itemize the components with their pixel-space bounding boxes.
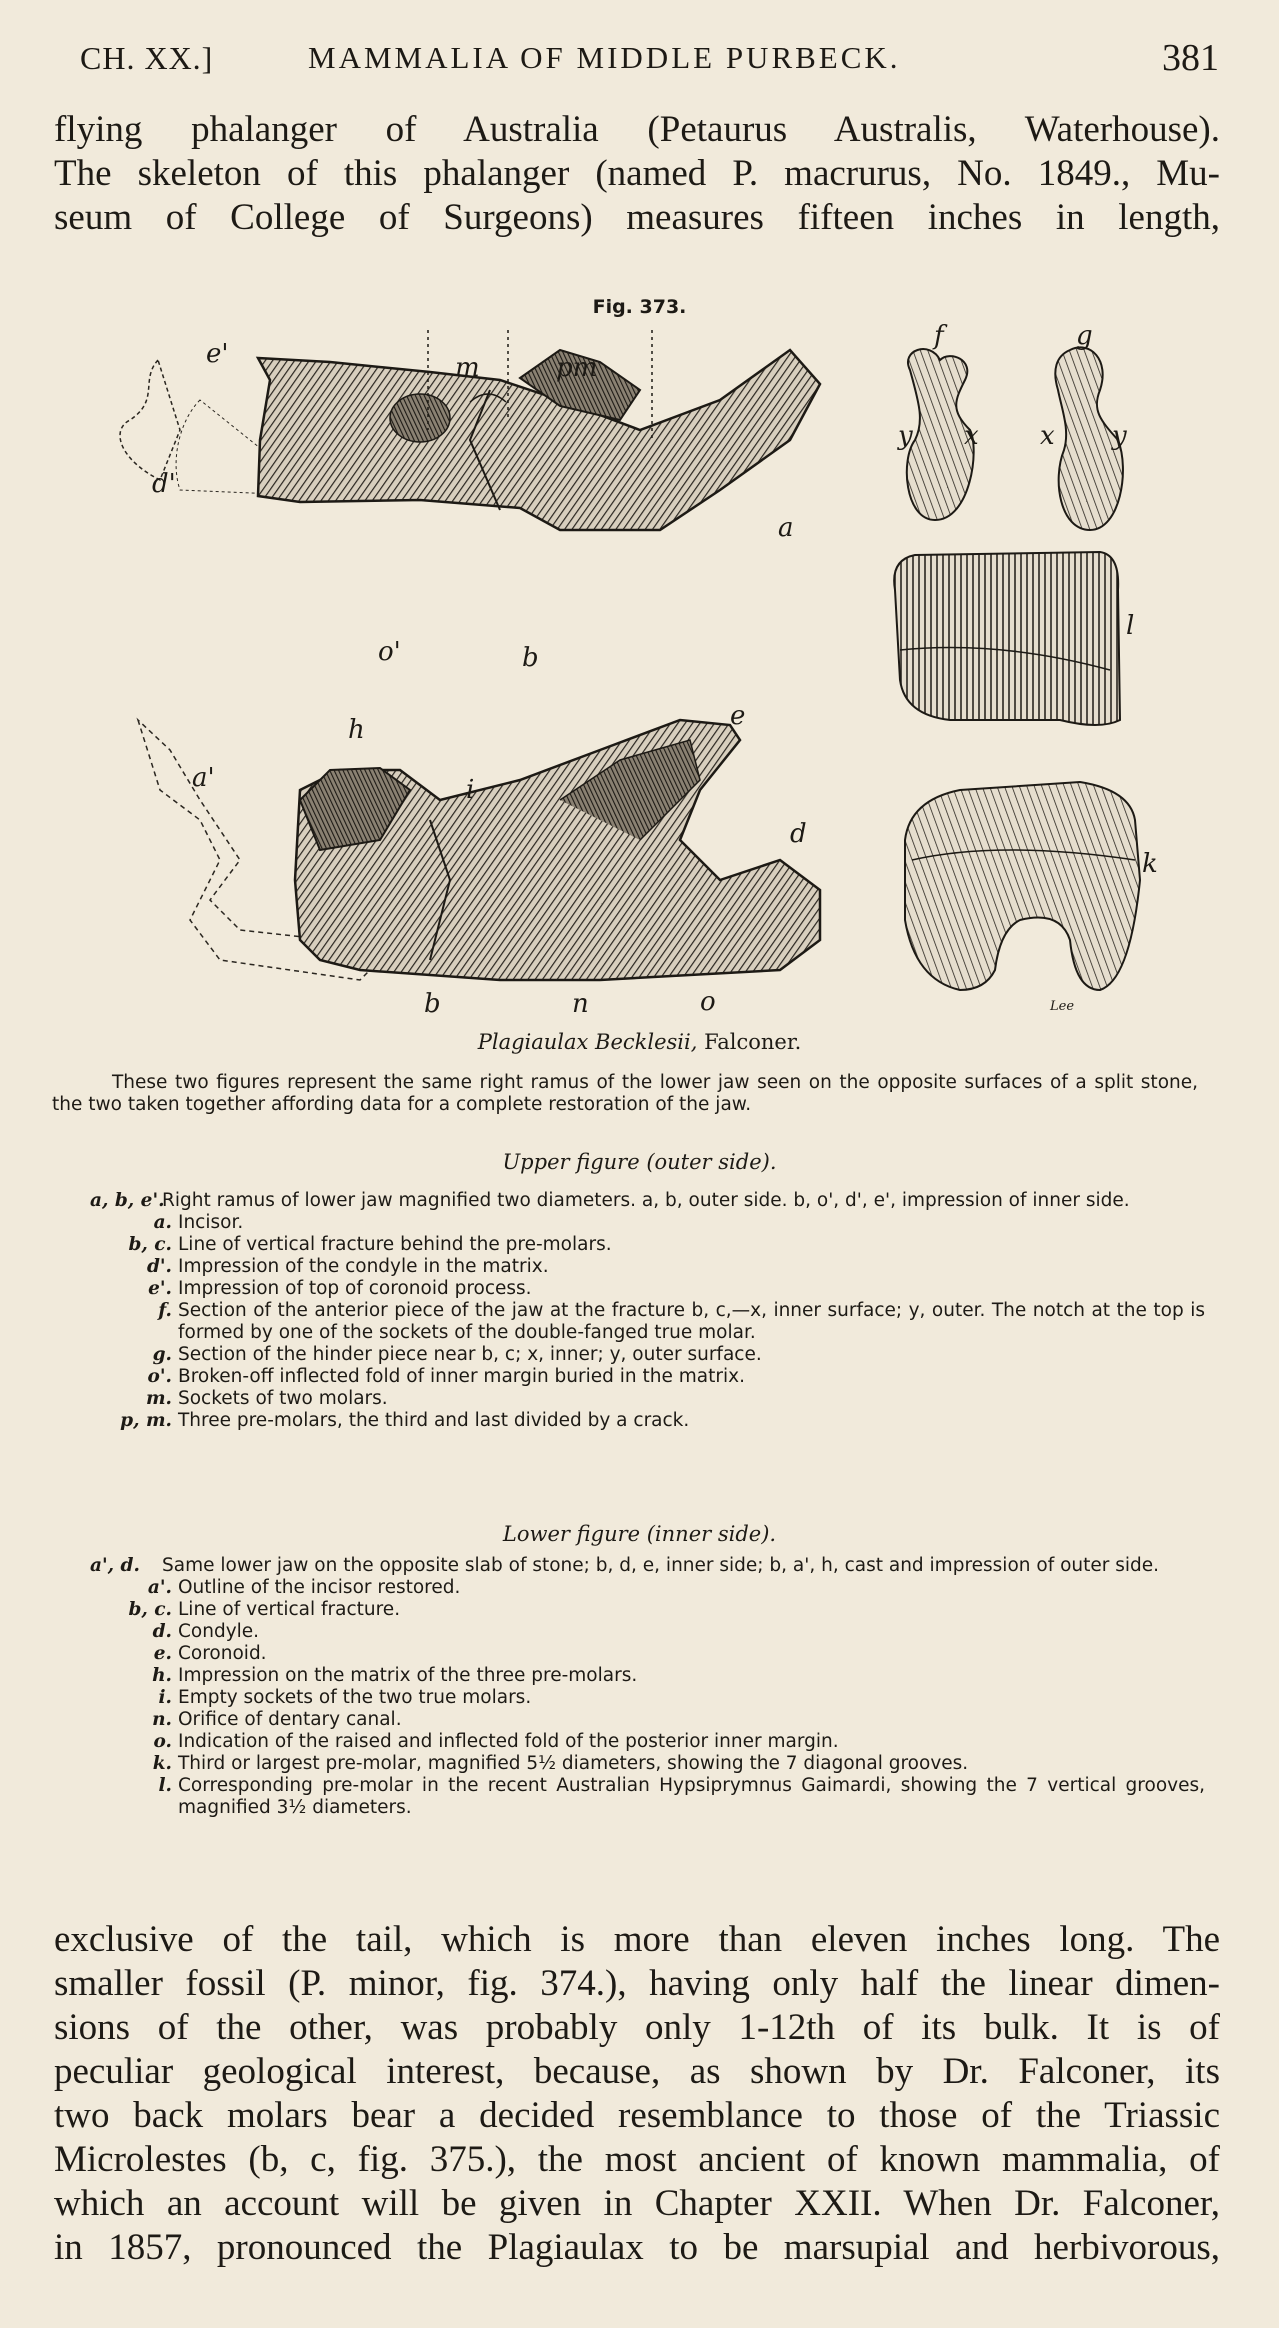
legend-text: Same lower jaw on the opposite slab of stone; b, d, e, inner side; b, a', h, cast and impression of outer side. [162, 1555, 1160, 1576]
running-title: MAMMALIA OF MIDDLE PURBECK. [308, 40, 901, 75]
legend-text: Incisor. [178, 1212, 244, 1233]
lower-figure-heading: Lower figure (inner side). [502, 1522, 777, 1546]
lower-figure-legend [0, 1555, 1279, 1819]
label-i: i [466, 775, 475, 805]
legend-text: Outline of the incisor restored. [178, 1577, 461, 1598]
legend-item [0, 1278, 1279, 1300]
legend-text: Line of vertical fracture. [178, 1599, 401, 1620]
page-number: 381 [1162, 37, 1219, 79]
legend-item [0, 1775, 1279, 1819]
legend-text: Section of the anterior piece of the jaw at the fracture b, c,—x, inner surface; y, outer. The notch at the top is formed by one of the sockets of the double-fanged true molar. [178, 1300, 1205, 1343]
legend-item [0, 1234, 1279, 1256]
label-o: o [700, 987, 716, 1017]
legend-item [0, 1410, 1279, 1432]
legend-text: Broken-off inflected fold of inner margin buried in the matrix. [178, 1366, 745, 1387]
caption-author: Falconer. [704, 1030, 802, 1054]
label-x-right: x [1040, 421, 1055, 451]
legend-item [0, 1388, 1279, 1410]
molar-k-drawing [905, 782, 1140, 990]
legend-key: b, c. [128, 1599, 172, 1620]
legend-text: Line of vertical fracture behind the pre-molars. [178, 1234, 612, 1255]
legend-item [0, 1190, 1279, 1212]
legend-key: d'. [146, 1256, 172, 1277]
figure-description: These two figures represent the same right ramus of the lower jaw seen on the opposite surfaces of a split stone, the two taken together affording data for a complete restoration of the jaw. [52, 1072, 1198, 1115]
legend-key: e'. [148, 1278, 172, 1299]
legend-item [0, 1665, 1279, 1687]
legend-item [0, 1555, 1279, 1577]
legend-key: h. [152, 1665, 172, 1686]
legend-text: Corresponding pre-molar in the recent Australian Hypsiprymnus Gaimardi, showing the 7 vertical grooves, magnified 3½ diameters. [178, 1775, 1205, 1818]
legend-key: a', d. [90, 1555, 140, 1576]
legend-key: i. [158, 1687, 172, 1708]
fossil-jaw-figure [0, 320, 1279, 1020]
body-line: flying phalanger of Australia (Petaurus Australis, Waterhouse). [54, 109, 1220, 150]
legend-key: o'. [147, 1366, 172, 1387]
body-line: in 1857, pronounced the Plagiaulax to be marsupial and herbivorous, [54, 2227, 1220, 2268]
body-line: exclusive of the tail, which is more than eleven inches long. The [54, 1919, 1220, 1960]
label-g: g [1076, 321, 1093, 351]
legend-text: Impression of top of coronoid process. [178, 1278, 532, 1299]
legend-item [0, 1753, 1279, 1775]
legend-text: Empty sockets of the two true molars. [178, 1687, 532, 1708]
legend-key: o. [153, 1731, 172, 1752]
label-k: k [1142, 849, 1158, 879]
legend-key: l. [158, 1775, 172, 1796]
label-n: n [572, 989, 589, 1019]
running-header [80, 36, 1219, 84]
legend-key: f. [158, 1300, 172, 1321]
label-e: e [730, 701, 746, 731]
legend-item [0, 1643, 1279, 1665]
legend-text: Indication of the raised and inflected fold of the posterior inner margin. [178, 1731, 839, 1752]
legend-item [0, 1212, 1279, 1234]
legend-key: d. [152, 1621, 172, 1642]
upper-figure-legend [0, 1190, 1279, 1432]
body-line: Microlestes (b, c, fig. 375.), the most ancient of known mammalia, of [54, 2139, 1220, 2180]
legend-key: e. [153, 1643, 172, 1664]
legend-item [0, 1577, 1279, 1599]
label-y-left: y [898, 421, 913, 451]
engraver-signature: Lee [1050, 999, 1075, 1014]
label-a: a [778, 513, 794, 543]
legend-item [0, 1256, 1279, 1278]
label-a-prime: a' [192, 763, 215, 793]
label-l: l [1126, 611, 1135, 641]
legend-key: a, b, e'. [90, 1190, 165, 1211]
body-line: smaller fossil (P. minor, fig. 374.), having only half the linear dimen- [54, 1963, 1220, 2004]
body-line: The skeleton of this phalanger (named P. macrurus, No. 1849., Mu- [54, 153, 1220, 194]
figure-number: Fig. 373. [592, 296, 687, 318]
legend-item [0, 1709, 1279, 1731]
legend-text: Orifice of dentary canal. [178, 1709, 402, 1730]
legend-text: Third or largest pre-molar, magnified 5½ diameters, showing the 7 diagonal grooves. [178, 1753, 969, 1774]
label-b-lower: b [424, 989, 441, 1019]
legend-text: Impression on the matrix of the three pre-molars. [178, 1665, 638, 1686]
label-x-left: x [964, 421, 979, 451]
figure-caption [0, 1030, 1279, 1054]
lower-jaw-drawing [138, 720, 820, 980]
label-pm: pm [556, 353, 598, 383]
label-d: d [790, 819, 807, 849]
legend-key: g. [152, 1344, 172, 1365]
legend-item [0, 1687, 1279, 1709]
legend-item [0, 1366, 1279, 1388]
legend-key: p, m. [120, 1410, 172, 1431]
legend-item [0, 1344, 1279, 1366]
legend-key: b, c. [128, 1234, 172, 1255]
label-h: h [348, 715, 365, 745]
body-paragraph-bottom [54, 1918, 1220, 2270]
legend-text: Right ramus of lower jaw magnified two diameters. a, b, outer side. b, o', d', e', impression of inner side. [162, 1190, 1130, 1211]
legend-key: a'. [147, 1577, 172, 1598]
body-line: which an account will be given in Chapter XXII. When Dr. Falconer, [54, 2183, 1220, 2224]
legend-item [0, 1621, 1279, 1643]
legend-text: Impression of the condyle in the matrix. [178, 1256, 549, 1277]
label-m: m [455, 353, 480, 383]
label-o-prime: o' [378, 637, 401, 667]
caption-species: Plagiaulax Becklesii, [477, 1030, 698, 1054]
upper-figure-heading: Upper figure (outer side). [502, 1150, 777, 1174]
body-paragraph-top [54, 108, 1220, 240]
legend-key: a. [153, 1212, 172, 1233]
body-line: peculiar geological interest, because, as shown by Dr. Falconer, its [54, 2051, 1220, 2092]
legend-text: Coronoid. [178, 1643, 267, 1664]
tooth-sections-drawing [907, 347, 1123, 530]
legend-text: Three pre-molars, the third and last divided by a crack. [178, 1410, 690, 1431]
chapter-label: CH. XX.] [80, 40, 214, 76]
label-b-upper: b [522, 643, 539, 673]
legend-item [0, 1731, 1279, 1753]
label-e-prime: e' [206, 339, 229, 369]
legend-item [0, 1300, 1279, 1344]
label-y-right: y [1112, 421, 1127, 451]
legend-text: Condyle. [178, 1621, 260, 1642]
legend-text: Sockets of two molars. [178, 1388, 388, 1409]
legend-item [0, 1599, 1279, 1621]
label-d-prime: d' [152, 469, 176, 499]
body-line: sions of the other, was probably only 1-12th of its bulk. It is of [54, 2007, 1220, 2048]
label-f: f [934, 321, 944, 351]
molar-l-drawing [894, 552, 1120, 725]
legend-text: Section of the hinder piece near b, c; x, inner; y, outer surface. [178, 1344, 762, 1365]
body-line: seum of College of Surgeons) measures fifteen inches in length, [54, 197, 1220, 238]
legend-key: m. [145, 1388, 172, 1409]
legend-key: k. [152, 1753, 172, 1774]
body-line: two back molars bear a decided resemblance to those of the Triassic [54, 2095, 1220, 2136]
legend-key: n. [152, 1709, 172, 1730]
